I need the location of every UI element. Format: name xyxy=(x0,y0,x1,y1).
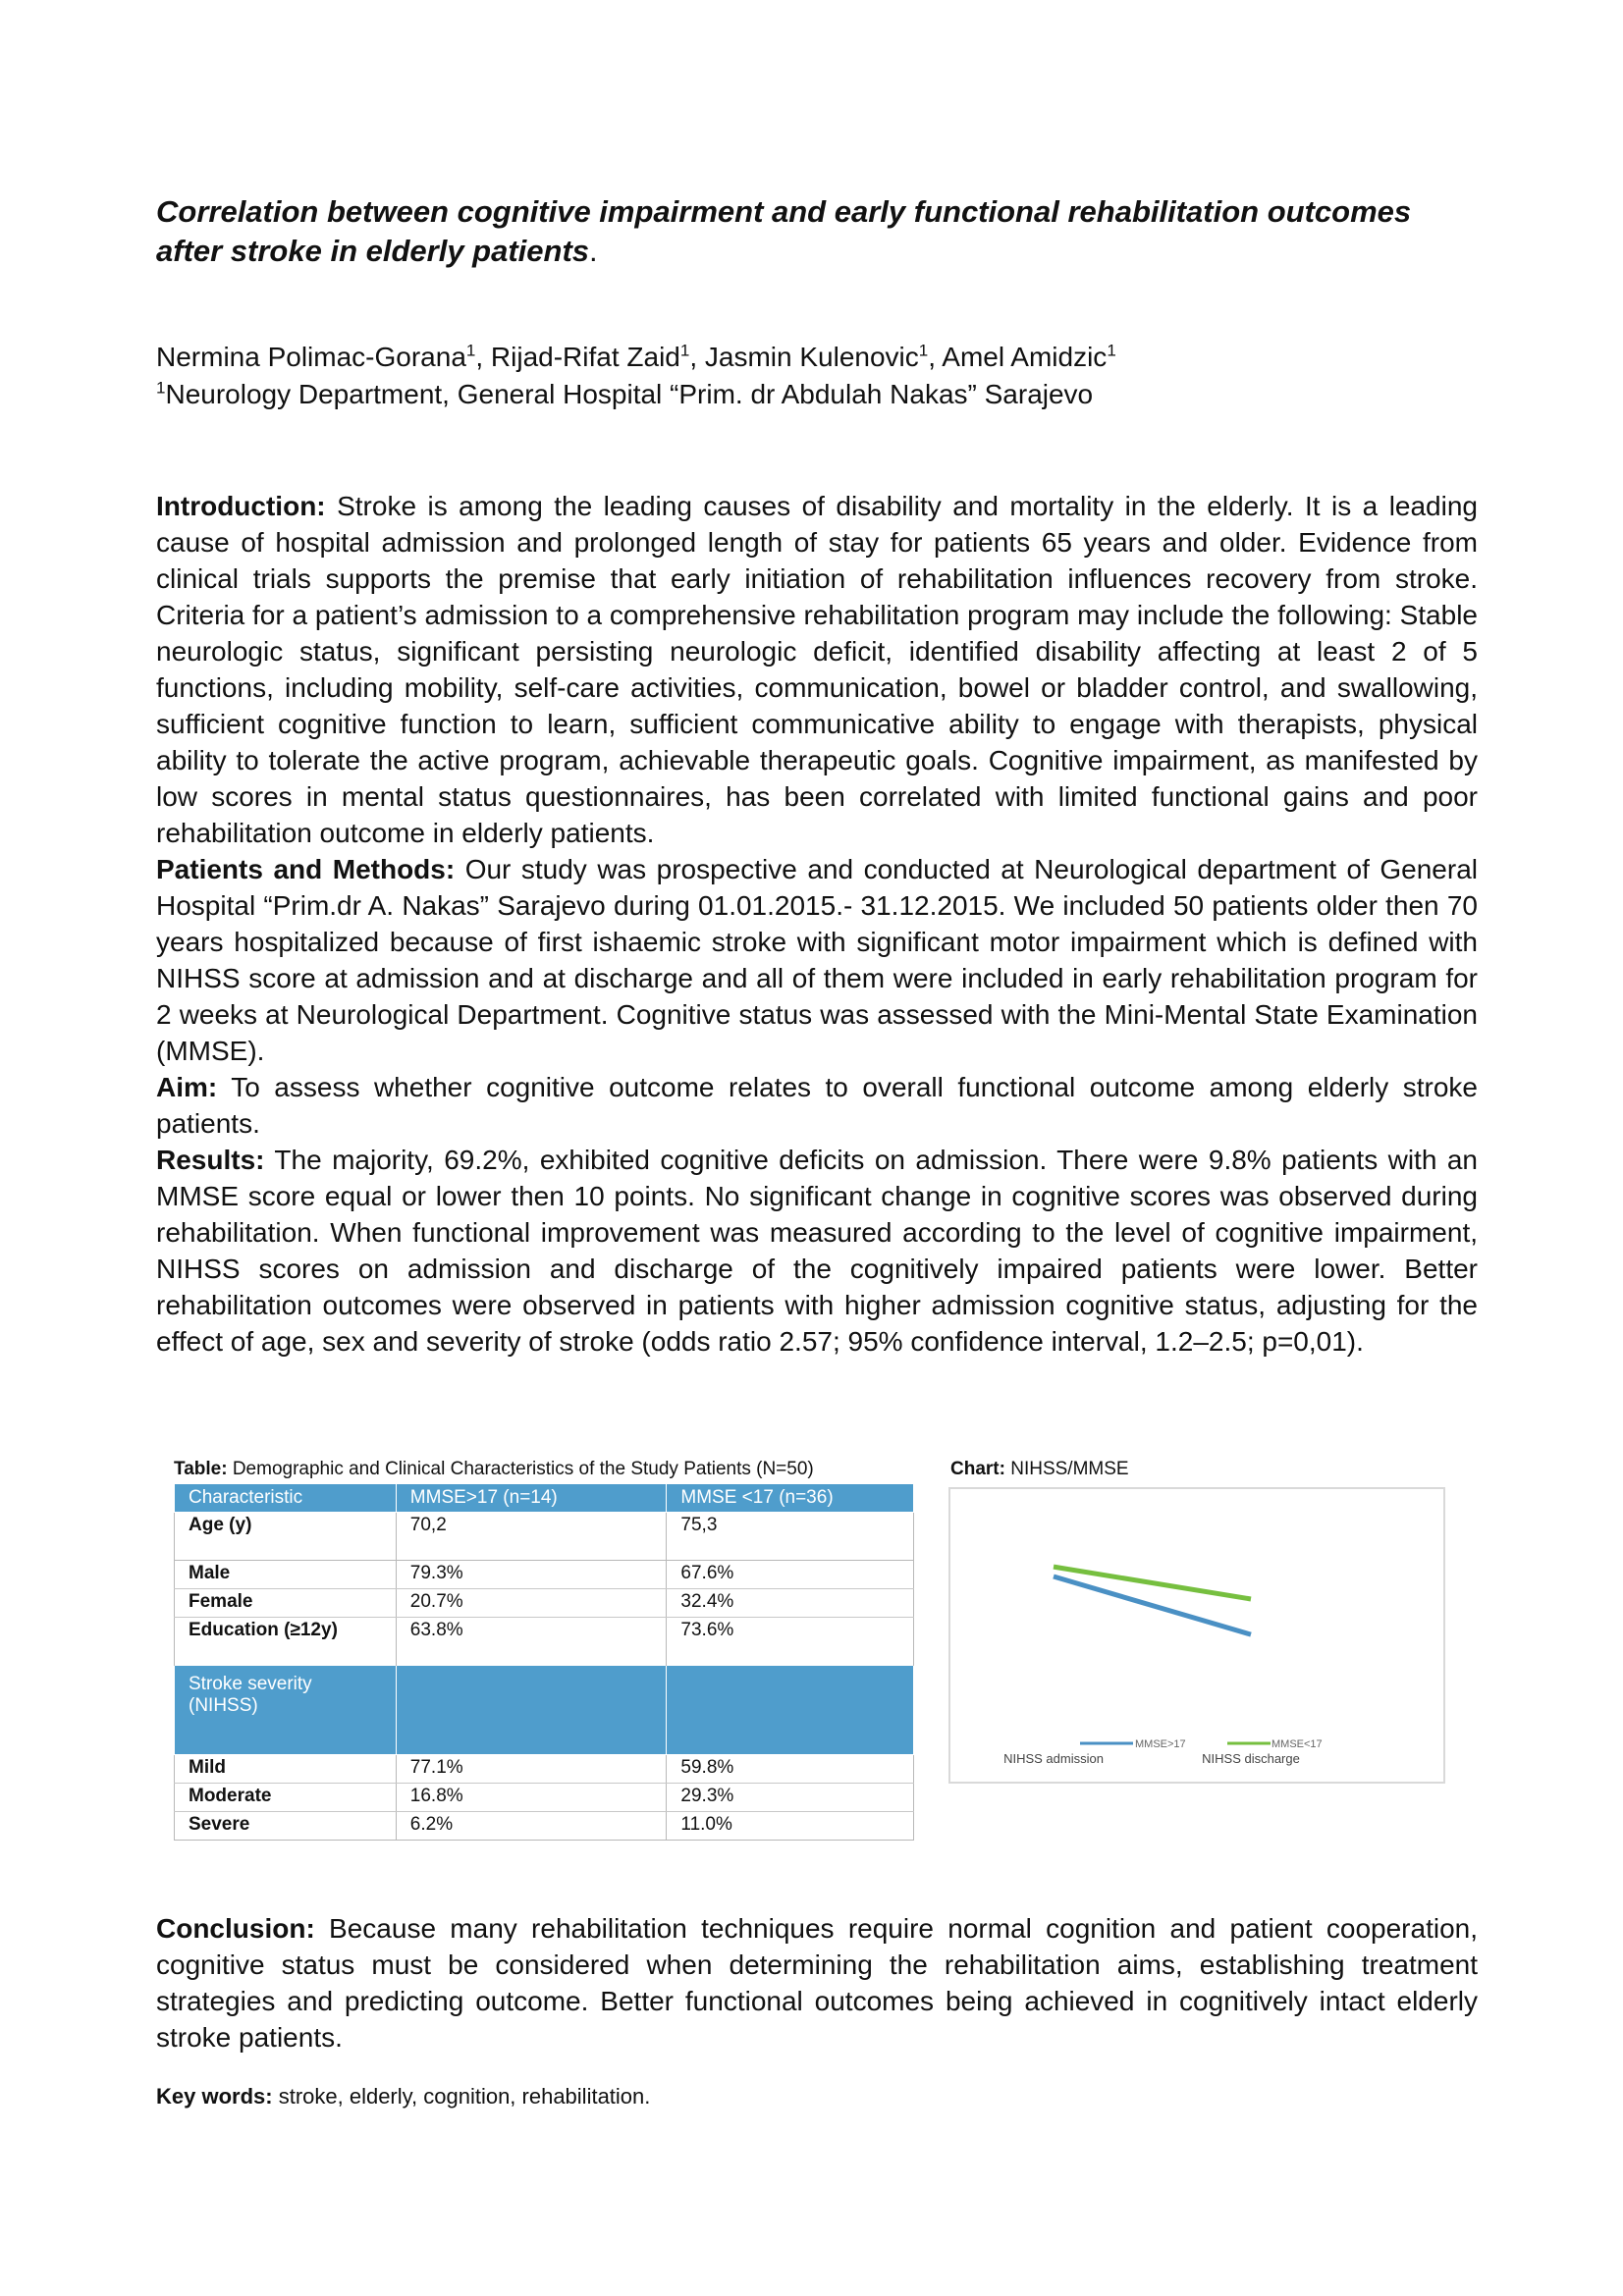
row-label: Female xyxy=(175,1589,397,1618)
author-affiliation-mark: 1 xyxy=(1107,341,1116,360)
chart-caption-text: NIHSS/MMSE xyxy=(1004,1459,1129,1479)
author-list xyxy=(156,339,1472,376)
title-text: Correlation between cognitive impairment and early functional rehabilitation outcomes after stroke in elderly patients xyxy=(156,194,1412,268)
table-row xyxy=(175,1618,914,1666)
category-label: NIHSS discharge xyxy=(1202,1751,1300,1766)
row-label: Severe xyxy=(175,1812,397,1841)
section-text: Our study was prospective and conducted at Neurological department of General Hospital “Prim.dr A. Nakas” Sarajevo during 01.01.2015.- 31.12.2015. We included 50 patients older then 70 years hospitalized because of first ishaemic stroke with significant motor impairment which is defined with NIHSS score at admission and at discharge and all of them were included in early rehabilitation program for 2 weeks at Neurological Department. Cognitive status was assessed with the Mini-Mental State Examination (MMSE). xyxy=(156,854,1478,1066)
table-cell xyxy=(396,1666,667,1755)
row-label: Education (≥12y) xyxy=(175,1618,397,1666)
keywords-text: stroke, elderly, cognition, rehabilitation. xyxy=(272,2084,651,2109)
column-header: Characteristic xyxy=(175,1484,397,1513)
affiliation-line xyxy=(156,376,1472,413)
row-label: Moderate xyxy=(175,1784,397,1812)
author-separator: , xyxy=(475,342,491,372)
table-cell: 20.7% xyxy=(396,1589,667,1618)
table-header-row xyxy=(175,1484,914,1513)
demographics-table xyxy=(174,1483,914,1841)
table-caption-label: Table: xyxy=(174,1459,228,1479)
author-separator: , xyxy=(689,342,705,372)
section-label: Results: xyxy=(156,1145,265,1175)
legend-label: MMSE<17 xyxy=(1271,1738,1323,1750)
keywords-label: Key words: xyxy=(156,2084,273,2109)
section-label: Patients and Methods: xyxy=(156,854,456,884)
chart-caption xyxy=(950,1458,1129,1481)
chart-caption-label: Chart: xyxy=(950,1459,1005,1479)
author-name: Jasmin Kulenovic xyxy=(704,342,919,372)
table-cell: 73.6% xyxy=(667,1618,914,1666)
row-label: Age (y) xyxy=(175,1513,397,1561)
keywords xyxy=(156,2083,650,2110)
table-caption xyxy=(174,1458,814,1481)
table-cell: 11.0% xyxy=(667,1812,914,1841)
table-row xyxy=(175,1513,914,1561)
table-cell: 16.8% xyxy=(396,1784,667,1812)
table-caption-text: Demographic and Clinical Characteristics of the Study Patients (N=50) xyxy=(227,1459,814,1479)
table-row xyxy=(175,1755,914,1784)
section-patients-methods xyxy=(156,851,1478,1069)
author-affiliation-mark: 1 xyxy=(679,341,690,360)
author-affiliation-mark: 1 xyxy=(465,341,476,360)
table-row xyxy=(175,1589,914,1618)
section-label: Conclusion: xyxy=(156,1913,315,1944)
line-chart xyxy=(948,1487,1445,1784)
column-header: MMSE <17 (n=36) xyxy=(667,1484,914,1513)
table-section-row xyxy=(175,1666,914,1755)
author-name: Amel Amidzic xyxy=(942,342,1108,372)
paper-title xyxy=(156,192,1462,271)
section-aim xyxy=(156,1069,1478,1142)
legend-label: MMSE>17 xyxy=(1135,1738,1186,1750)
table-cell: 32.4% xyxy=(667,1589,914,1618)
section-text: Because many rehabilitation techniques require normal cognition and patient cooperation, cognitive status must be considered when determining the rehabilitation aims, establishing treatment strategies and predicting outcome. Better functional outcomes being achieved in cognitively intact elderly stroke patients. xyxy=(156,1913,1478,2053)
column-header: MMSE>17 (n=14) xyxy=(396,1484,667,1513)
section-label-cell: Stroke severity (NIHSS) xyxy=(175,1666,397,1755)
table-row xyxy=(175,1561,914,1589)
section-label: Aim: xyxy=(156,1072,218,1102)
table-cell: 75,3 xyxy=(667,1513,914,1561)
row-label: Mild xyxy=(175,1755,397,1784)
author-name: Nermina Polimac-Gorana xyxy=(156,342,466,372)
author-name: Rijad-Rifat Zaid xyxy=(490,342,680,372)
table-cell: 79.3% xyxy=(396,1561,667,1589)
affiliation-number: 1 xyxy=(156,378,166,398)
author-block xyxy=(156,339,1472,413)
author-affiliation-mark: 1 xyxy=(918,341,929,360)
table-cell xyxy=(667,1666,914,1755)
section-introduction xyxy=(156,488,1478,851)
section-results xyxy=(156,1142,1478,1360)
table-cell: 63.8% xyxy=(396,1618,667,1666)
section-text: The majority, 69.2%, exhibited cognitive deficits on admission. There were 9.8% patients with an MMSE score equal or lower then 10 points. No significant change in cognitive scores was observed during rehabilitation. When functional improvement was measured according to the level of cognitive impairment, NIHSS scores on admission and discharge of the cognitively impaired patients were lower. Better rehabilitation outcomes were observed in patients with higher admission cognitive status, adjusting for the effect of age, sex and severity of stroke (odds ratio 2.57; 95% confidence interval, 1.2–2.5; p=0,01). xyxy=(156,1145,1478,1357)
section-label: Introduction: xyxy=(156,491,326,521)
table-cell: 70,2 xyxy=(396,1513,667,1561)
section-text: To assess whether cognitive outcome relates to overall functional outcome among elderly stroke patients. xyxy=(156,1072,1478,1139)
table-cell: 59.8% xyxy=(667,1755,914,1784)
table-cell: 6.2% xyxy=(396,1812,667,1841)
row-label: Male xyxy=(175,1561,397,1589)
affiliation-text: Neurology Department, General Hospital “Prim. dr Abdulah Nakas” Sarajevo xyxy=(165,379,1094,409)
author-separator: , xyxy=(928,342,943,372)
table-row xyxy=(175,1784,914,1812)
abstract-body xyxy=(156,488,1478,1360)
title-period: . xyxy=(589,234,598,268)
category-label: NIHSS admission xyxy=(1003,1751,1104,1766)
table-row xyxy=(175,1812,914,1841)
section-text: Stroke is among the leading causes of disability and mortality in the elderly. It is a leading cause of hospital admission and prolonged length of stay for patients 65 years and older. Evidence from clinical trials supports the premise that early initiation of rehabilitation influences recovery from stroke. Criteria for a patient’s admission to a comprehensive rehabilitation program may include the following: Stable neurologic status, significant persisting neurologic deficit, identified disability affecting at least 2 of 5 functions, including mobility, self-care activities, communication, bowel or bladder control, and swallowing, sufficient cognitive function to learn, sufficient communicative ability to engage with therapists, physical ability to tolerate the active program, achievable therapeutic goals. Cognitive impairment, as manifested by low scores in mental status questionnaires, has been correlated with limited functional gains and poor rehabilitation outcome in elderly patients. xyxy=(156,491,1478,848)
table-cell: 67.6% xyxy=(667,1561,914,1589)
section-conclusion xyxy=(156,1910,1478,2056)
table-cell: 77.1% xyxy=(396,1755,667,1784)
chart-canvas xyxy=(950,1489,1443,1782)
table-cell: 29.3% xyxy=(667,1784,914,1812)
